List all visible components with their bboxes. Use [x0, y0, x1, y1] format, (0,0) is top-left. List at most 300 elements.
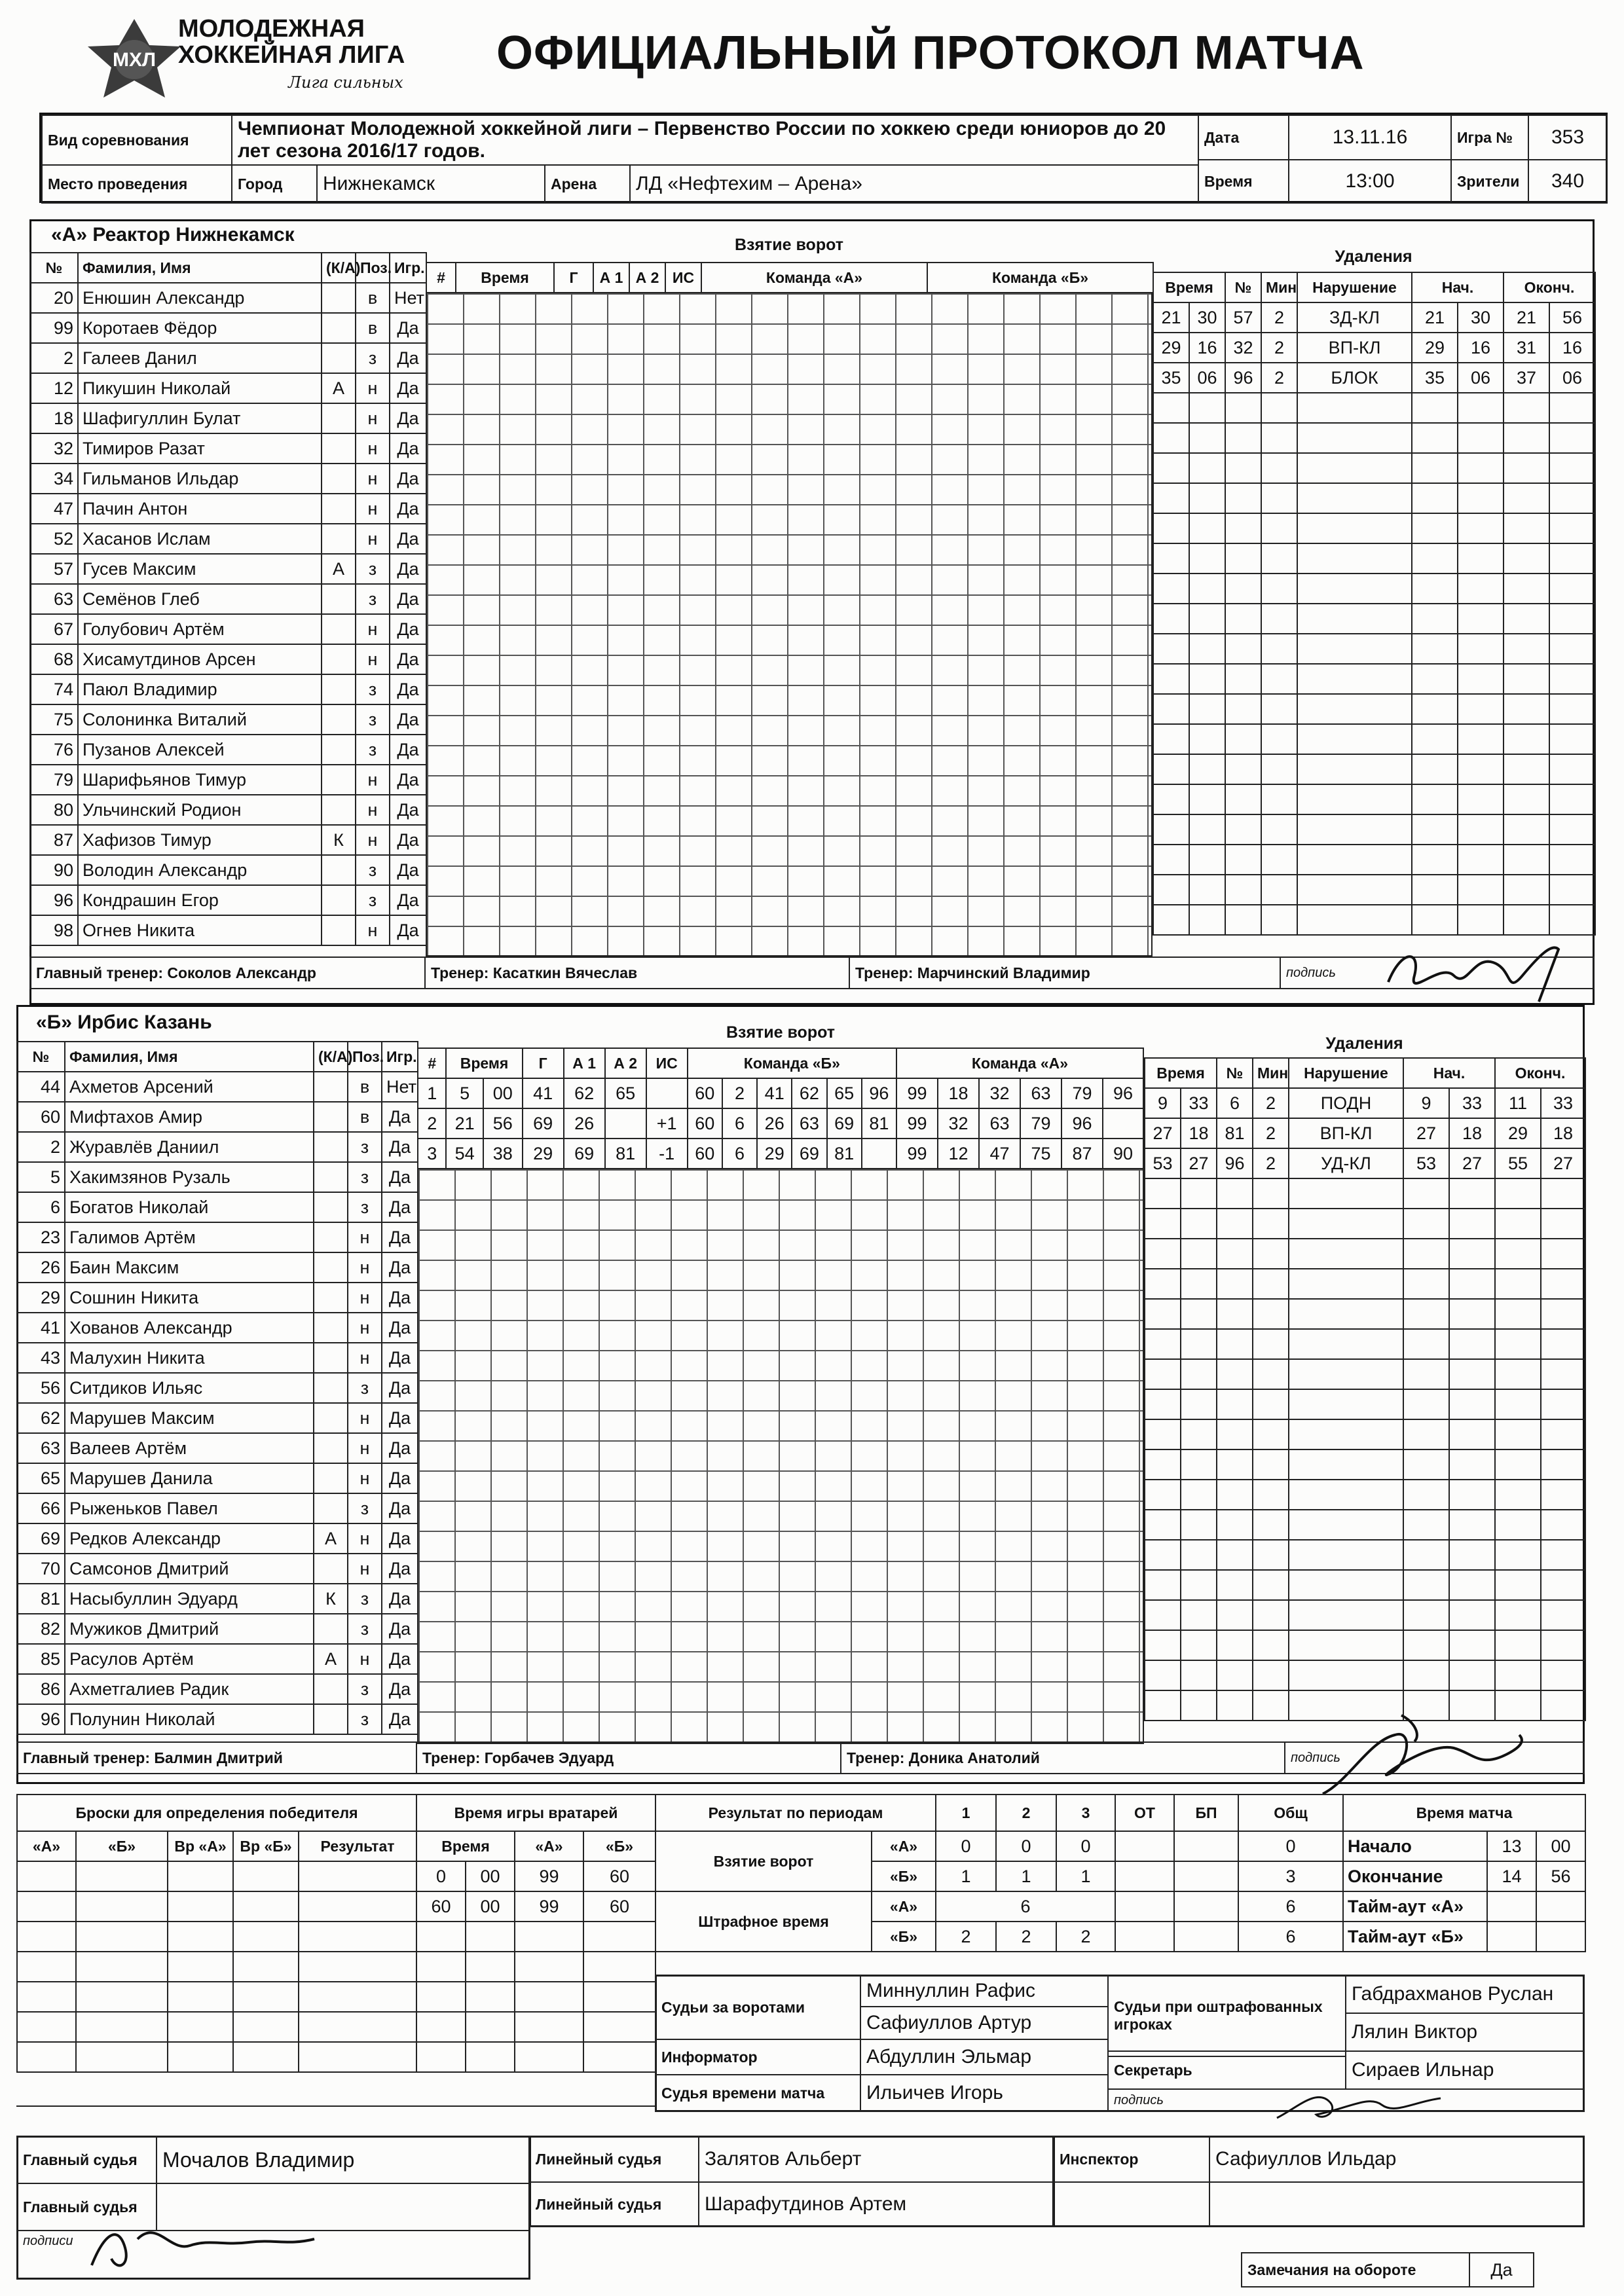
player-role — [314, 1493, 348, 1523]
player-role — [322, 313, 356, 343]
penalty-min — [1253, 1570, 1289, 1600]
team-a-goals-title: Взятие ворот — [734, 236, 843, 254]
penalty-es — [1541, 1480, 1585, 1510]
player-position: з — [348, 1674, 382, 1704]
penalty-es — [1549, 543, 1595, 574]
penalty-num — [1225, 453, 1261, 483]
player-name: Пикушин Николай — [78, 373, 322, 403]
penalty-ts — [1189, 423, 1225, 453]
player-played: Да — [382, 1373, 418, 1403]
period-3-header: 3 — [1056, 1795, 1115, 1831]
competition-value: Чемпионат Молодежной хоккейной лиги – Первенство России по хоккею среди юниоров до 20 лет сезона 2016/17 годов. — [231, 115, 1199, 166]
player-position: з — [348, 1162, 382, 1192]
goalie-time-table — [416, 1794, 656, 2073]
timeout-b-label: Тайм-аут «Б» — [1343, 1922, 1487, 1952]
penalty-inf — [1289, 1480, 1403, 1510]
player-position: з — [348, 1373, 382, 1403]
penalty-em — [1504, 393, 1549, 423]
penalty-num — [1225, 814, 1261, 845]
penalty-inf: ВП-КЛ — [1289, 1118, 1403, 1148]
player-position: з — [348, 1584, 382, 1614]
penalty-es — [1541, 1660, 1585, 1690]
penalty-tm — [1153, 483, 1189, 513]
penalty-sm — [1403, 1419, 1449, 1449]
penalty-tm — [1153, 453, 1189, 483]
player-name: Редков Александр — [65, 1523, 314, 1554]
penalty-es — [1549, 634, 1595, 664]
goal-row — [418, 1108, 1143, 1139]
player-name: Ситдиков Ильяс — [65, 1373, 314, 1403]
penalty-tm — [1145, 1239, 1181, 1269]
penalty-ss — [1449, 1299, 1495, 1329]
player-played: Да — [390, 464, 426, 494]
shootout-col-b: «Б» — [76, 1831, 168, 1861]
player-row — [17, 1283, 418, 1313]
player-role — [322, 494, 356, 524]
penalty-min — [1261, 694, 1297, 724]
player-number: 6 — [17, 1192, 65, 1222]
period-2-header: 2 — [996, 1795, 1056, 1831]
penalty-num — [1217, 1389, 1253, 1419]
penalty-ss — [1458, 724, 1504, 754]
penalty-sm: 21 — [1412, 302, 1458, 333]
player-name: Хисамутдинов Арсен — [78, 644, 322, 674]
goalie-col-time: Время — [416, 1831, 515, 1861]
player-row — [17, 1493, 418, 1523]
player-played: Да — [382, 1192, 418, 1222]
player-name: Баин Максим — [65, 1252, 314, 1283]
penalty-row — [1153, 453, 1595, 483]
pen-col-end: Оконч. — [1495, 1058, 1585, 1088]
goalie-a: 99 — [515, 1891, 583, 1922]
penalty-a-total: 6 — [1238, 1891, 1343, 1922]
goals-b-ot — [1115, 1861, 1174, 1891]
secretary-value: Сираев Ильнар — [1345, 2050, 1585, 2090]
penalty-es — [1541, 1690, 1585, 1721]
penalty-es — [1541, 1449, 1585, 1480]
goalie-col-a: «А» — [515, 1831, 583, 1861]
player-position: н — [348, 1554, 382, 1584]
player-name: Шафигуллин Булат — [78, 403, 322, 433]
player-position: н — [356, 795, 390, 825]
date-label: Дата — [1198, 115, 1289, 160]
penalty-sm — [1412, 664, 1458, 694]
player-name: Гильманов Ильдар — [78, 464, 322, 494]
goal-col-is: ИС — [665, 263, 701, 293]
goals-a-p2: 0 — [996, 1831, 1056, 1861]
player-position: з — [348, 1704, 382, 1734]
penalty-min — [1261, 784, 1297, 814]
penalty-row — [1145, 1540, 1585, 1570]
player-position: н — [356, 403, 390, 433]
penalty-sm — [1403, 1299, 1449, 1329]
penalty-tm — [1145, 1419, 1181, 1449]
player-played: Да — [390, 554, 426, 584]
team-b-sign-label: подпись — [1284, 1741, 1585, 1774]
penalty-sm — [1412, 784, 1458, 814]
player-number: 66 — [17, 1493, 65, 1523]
player-played: Да — [382, 1222, 418, 1252]
player-number: 65 — [17, 1463, 65, 1493]
penalty-min — [1261, 664, 1297, 694]
penalty-es: 27 — [1541, 1148, 1585, 1178]
player-role — [322, 765, 356, 795]
penalty-sm — [1403, 1660, 1449, 1690]
penalty-em — [1504, 905, 1549, 935]
player-played: Да — [382, 1584, 418, 1614]
player-name: Малухин Никита — [65, 1343, 314, 1373]
on-ice-team-b: 69 — [792, 1139, 826, 1169]
penalty-inf: ЗД-КЛ — [1297, 302, 1412, 333]
penalty-num — [1217, 1480, 1253, 1510]
goal-tm: 5 — [446, 1078, 483, 1108]
player-number: 41 — [17, 1313, 65, 1343]
penalty-em: 21 — [1504, 302, 1549, 333]
goal-h: 2 — [418, 1108, 446, 1139]
penalty-ss — [1449, 1239, 1495, 1269]
goals-a-bp — [1174, 1831, 1238, 1861]
on-ice-team-b — [862, 1139, 896, 1169]
pen-col-time: Время — [1153, 272, 1225, 302]
penalty-min — [1261, 423, 1297, 453]
penalty-tm: 9 — [1145, 1088, 1181, 1118]
penalty-inf — [1289, 1570, 1403, 1600]
penalty-ts — [1181, 1209, 1217, 1239]
penalty-b-label: «Б» — [872, 1922, 936, 1952]
penalty-sm — [1403, 1630, 1449, 1660]
penalty-em — [1504, 423, 1549, 453]
player-name: Ахметгалиев Радик — [65, 1674, 314, 1704]
penalty-es — [1549, 393, 1595, 423]
penalty-inf — [1289, 1299, 1403, 1329]
penalty-em: 55 — [1495, 1148, 1541, 1178]
league-name-line1: МОЛОДЕЖНАЯ — [178, 15, 365, 43]
player-role — [314, 1463, 348, 1493]
player-row — [30, 433, 426, 464]
pen-col-start: Нач. — [1403, 1058, 1495, 1088]
on-ice-team-b: 6 — [722, 1139, 757, 1169]
penalty-tm — [1153, 664, 1189, 694]
player-row — [30, 584, 426, 614]
penalty-tm — [1145, 1269, 1181, 1299]
player-position: в — [356, 283, 390, 313]
player-position: н — [348, 1433, 382, 1463]
penalty-ss — [1449, 1570, 1495, 1600]
goalie-s — [466, 1952, 515, 1982]
player-row — [30, 855, 426, 885]
penalty-row — [1145, 1419, 1585, 1449]
player-played: Да — [390, 704, 426, 735]
time-label: Время — [1198, 159, 1289, 204]
player-played: Да — [382, 1283, 418, 1313]
team-b-roster — [16, 1041, 418, 1735]
penalty-min — [1253, 1329, 1289, 1359]
on-ice-team-b: 29 — [757, 1139, 792, 1169]
penalty-ts — [1189, 845, 1225, 875]
penalty-row — [1145, 1329, 1585, 1359]
penalty-ts — [1181, 1630, 1217, 1660]
on-ice-team-a: 32 — [938, 1108, 979, 1139]
player-name: Расулов Артём — [65, 1644, 314, 1674]
player-row — [30, 795, 426, 825]
penalty-sm — [1412, 754, 1458, 784]
penalty-row — [1153, 543, 1595, 574]
penalty-tm — [1153, 784, 1189, 814]
penalty-min — [1261, 513, 1297, 543]
penalty-sm — [1403, 1570, 1449, 1600]
penalty-sm — [1403, 1480, 1449, 1510]
penalty-es — [1549, 814, 1595, 845]
goalie-row — [416, 1861, 655, 1891]
player-position: н — [348, 1343, 382, 1373]
on-ice-team-b: 69 — [827, 1108, 862, 1139]
penalty-em — [1495, 1389, 1541, 1419]
player-position: з — [348, 1192, 382, 1222]
penalty-row — [1145, 1148, 1585, 1178]
penalty-b-p2: 2 — [996, 1922, 1056, 1952]
goal-a1: 62 — [564, 1078, 605, 1108]
player-number: 57 — [30, 554, 78, 584]
player-played: Да — [390, 524, 426, 554]
penalty-es — [1541, 1178, 1585, 1209]
inspector-label: Инспектор — [1053, 2136, 1210, 2183]
penalty-num — [1225, 694, 1261, 724]
goal-a2 — [605, 1108, 646, 1139]
penalty-row — [1145, 1630, 1585, 1660]
penalty-inf — [1289, 1329, 1403, 1359]
penalty-row — [1145, 1118, 1585, 1148]
penalty-es: 16 — [1549, 333, 1595, 363]
penalty-em — [1495, 1419, 1541, 1449]
player-row — [30, 825, 426, 855]
player-row — [30, 885, 426, 915]
penalty-em — [1495, 1359, 1541, 1389]
penalty-tm — [1153, 574, 1189, 604]
goalie-row — [416, 1922, 655, 1952]
player-row — [30, 644, 426, 674]
venue-label: Место проведения — [41, 164, 232, 204]
penalty-inf — [1289, 1600, 1403, 1630]
player-position: н — [356, 433, 390, 464]
player-played: Да — [390, 494, 426, 524]
penalty-min — [1253, 1540, 1289, 1570]
penalty-ts — [1189, 543, 1225, 574]
penalty-tm — [1145, 1510, 1181, 1540]
col-num: № — [17, 1042, 65, 1072]
player-position: н — [348, 1252, 382, 1283]
team-a-signature — [1382, 936, 1578, 1008]
penalty-inf — [1289, 1389, 1403, 1419]
penalty-sm — [1403, 1540, 1449, 1570]
penalty-min — [1253, 1660, 1289, 1690]
player-position: з — [356, 855, 390, 885]
penalty-ts — [1181, 1239, 1217, 1269]
goalie-s — [466, 2042, 515, 2072]
penalty-sm — [1403, 1359, 1449, 1389]
player-role: А — [314, 1644, 348, 1674]
goal-col-hash: # — [418, 1048, 446, 1078]
player-number: 81 — [17, 1584, 65, 1614]
goalie-s — [466, 2012, 515, 2042]
goals-a-p3: 0 — [1056, 1831, 1115, 1861]
penalty-es — [1549, 724, 1595, 754]
penalty-num — [1217, 1329, 1253, 1359]
penalty-num — [1225, 543, 1261, 574]
penalty-row — [1145, 1449, 1585, 1480]
player-name: Хакимзянов Рузаль — [65, 1162, 314, 1192]
player-name: Пачин Антон — [78, 494, 322, 524]
penalty-num — [1217, 1690, 1253, 1721]
player-number: 85 — [17, 1644, 65, 1674]
player-row — [30, 373, 426, 403]
goal-a2: 81 — [605, 1139, 646, 1169]
penalty-ts — [1189, 905, 1225, 935]
penalty-sm: 29 — [1412, 333, 1458, 363]
penalty-tm — [1145, 1480, 1181, 1510]
penalty-em — [1495, 1269, 1541, 1299]
on-ice-team-a — [1103, 1108, 1143, 1139]
penalty-min — [1261, 483, 1297, 513]
penalty-inf — [1297, 845, 1412, 875]
penalty-row — [1145, 1480, 1585, 1510]
penalty-ss: 16 — [1458, 333, 1504, 363]
penalty-tm: 29 — [1153, 333, 1189, 363]
penalty-inf — [1297, 574, 1412, 604]
penalty-ts — [1181, 1359, 1217, 1389]
player-position: в — [348, 1072, 382, 1102]
penalty-min — [1253, 1389, 1289, 1419]
penalty-ss — [1458, 393, 1504, 423]
player-name: Полунин Николай — [65, 1704, 314, 1734]
goalie-m — [416, 1922, 466, 1952]
penalty-sm — [1412, 513, 1458, 543]
penalty-min — [1261, 543, 1297, 574]
penalty-row — [1153, 302, 1595, 333]
match-time-table — [1342, 1794, 1586, 1952]
penalty-min: 2 — [1253, 1118, 1289, 1148]
penalty-ss — [1458, 453, 1504, 483]
goalie-a — [515, 1922, 583, 1952]
goal-h: 1 — [418, 1078, 446, 1108]
penalty-inf — [1289, 1630, 1403, 1660]
penalty-es — [1549, 453, 1595, 483]
penalty-ss — [1449, 1660, 1495, 1690]
player-position: з — [356, 674, 390, 704]
team-b-coach-2: Тренер: Доника Анатолий — [840, 1741, 1285, 1774]
player-position: н — [356, 494, 390, 524]
player-row — [30, 735, 426, 765]
player-played: Да — [382, 1523, 418, 1554]
penalty-inf — [1297, 453, 1412, 483]
player-position: н — [348, 1403, 382, 1433]
player-played: Да — [382, 1704, 418, 1734]
penalty-min — [1261, 754, 1297, 784]
on-ice-team-a: 90 — [1103, 1139, 1143, 1169]
player-number: 60 — [17, 1102, 65, 1132]
on-ice-team-a: 96 — [1103, 1078, 1143, 1108]
penalty-row — [1153, 574, 1595, 604]
on-ice-team-b: 6 — [722, 1108, 757, 1139]
penalty-ss — [1458, 604, 1504, 634]
col-pos: Поз. — [348, 1042, 382, 1072]
goalie-s — [466, 1922, 515, 1952]
on-ice-team-a: 99 — [896, 1139, 938, 1169]
goalie-row — [416, 1891, 655, 1922]
player-number: 29 — [17, 1283, 65, 1313]
player-number: 75 — [30, 704, 78, 735]
goals-a-label: «А» — [872, 1831, 936, 1861]
penalty-row — [1145, 1269, 1585, 1299]
penalty-row — [1153, 483, 1595, 513]
team-b-goals-title: Взятие ворот — [726, 1023, 835, 1042]
player-played: Да — [382, 1554, 418, 1584]
goalie-s: 00 — [466, 1891, 515, 1922]
penalty-ss — [1449, 1329, 1495, 1359]
player-role — [322, 524, 356, 554]
player-role: А — [322, 554, 356, 584]
player-played: Да — [390, 614, 426, 644]
period-bp-header: БП — [1174, 1795, 1238, 1831]
penalty-ss — [1458, 845, 1504, 875]
penalty-min — [1261, 634, 1297, 664]
player-number: 43 — [17, 1343, 65, 1373]
penalty-row — [1145, 1570, 1585, 1600]
player-number: 12 — [30, 373, 78, 403]
penalty-ts — [1181, 1389, 1217, 1419]
team-a-title: «А» Реактор Нижнекамск — [51, 224, 295, 246]
penalty-inf — [1297, 784, 1412, 814]
player-name: Хафизов Тимур — [78, 825, 322, 855]
on-ice-team-b: 26 — [757, 1108, 792, 1139]
player-played: Да — [390, 343, 426, 373]
penalty-min: 2 — [1253, 1088, 1289, 1118]
penalty-sm — [1412, 393, 1458, 423]
player-row — [17, 1584, 418, 1614]
city-label: Город — [231, 164, 318, 204]
match-end-hour: 14 — [1487, 1861, 1536, 1891]
penalty-sm: 9 — [1403, 1088, 1449, 1118]
team-a-penalties-title: Удаления — [1335, 247, 1412, 266]
penalty-ss — [1449, 1510, 1495, 1540]
player-position: в — [348, 1102, 382, 1132]
penalty-row — [1153, 393, 1595, 423]
player-row — [17, 1162, 418, 1192]
player-name: Мифтахов Амир — [65, 1102, 314, 1132]
penalty-num — [1225, 604, 1261, 634]
on-ice-team-b: 96 — [862, 1078, 896, 1108]
player-played: Да — [382, 1493, 418, 1523]
penalty-es: 33 — [1541, 1088, 1585, 1118]
player-number: 5 — [17, 1162, 65, 1192]
pen-col-min: Мин — [1253, 1058, 1289, 1088]
player-number: 79 — [30, 765, 78, 795]
player-position: з — [356, 885, 390, 915]
player-name: Голубович Артём — [78, 614, 322, 644]
penalty-row — [1145, 1178, 1585, 1209]
penalty-num — [1217, 1510, 1253, 1540]
pen-col-infraction: Нарушение — [1289, 1058, 1403, 1088]
period-total-header: Общ — [1238, 1795, 1343, 1831]
referee-signatures-label: подписи — [16, 2230, 530, 2280]
penalty-row — [1145, 1389, 1585, 1419]
player-row — [30, 554, 426, 584]
player-role — [322, 855, 356, 885]
penalty-num — [1225, 845, 1261, 875]
penalty-sm — [1403, 1269, 1449, 1299]
penalty-min — [1261, 905, 1297, 935]
player-position: н — [348, 1283, 382, 1313]
remarks-label: Замечания на обороте — [1241, 2252, 1470, 2287]
